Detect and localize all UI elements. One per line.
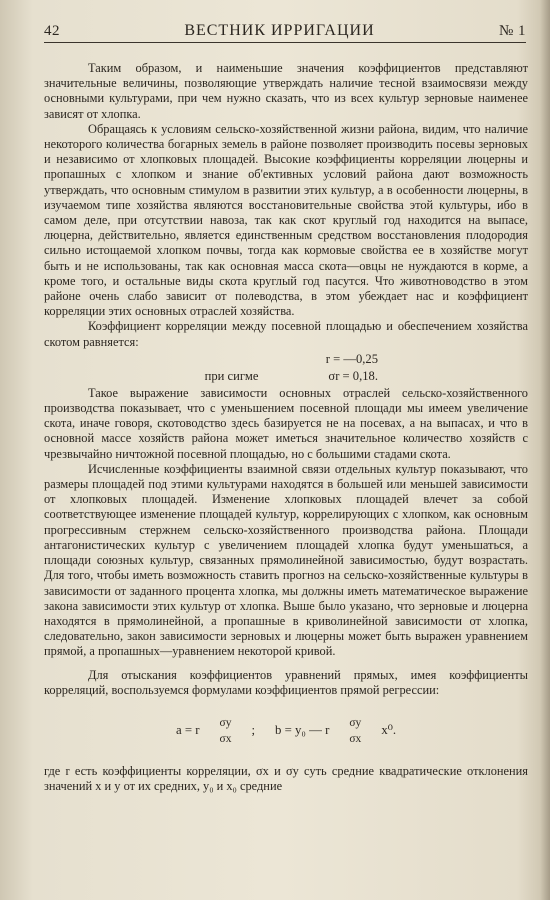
formula-label: при сигме: [204, 368, 259, 383]
page-header: [44, 22, 526, 43]
paragraph: Исчисленные коэффициенты взаимной связи отдельных культур показывают, что размеры площадей под этими культурами находятся в большей или меньшей зависимости от хлопковых площадей. Изменение хлопковых площадей влечет за собой соответствующее изменение площадей культур, коррелирующих с хлопком, как основным прогрессивным стержнем сельско-хозяйственного производства района. Площади антагонистических культур с увеличением площадей хлопка будут уменьшаться, а площади союзных культур, связанных прямолинейной зависимостью, будут возрастать. Для того, чтобы иметь возможность ставить прогноз на сельско-хозяйственные культуры в зависимости от заданного процента хлопка, мы должны иметь математическое выражение закона зависимости этих культур от хлопка. Выше было указано, что зерновые и люцерна находятся в прямолинейной, а пропашные в криволинейной зависимости от хлопка, следовательно, закон зависимости зерновых и люцерны может быть выражен уравнением прямой, а пропашных—уравнением некоторой кривой.: [44, 461, 528, 659]
sigma-y: σy: [349, 716, 362, 729]
formula-b-lhs: b = y₀ — r: [275, 723, 330, 738]
sigma-fraction: [220, 715, 232, 747]
sigma-x: σx: [349, 732, 362, 745]
article-body: [44, 61, 528, 794]
paragraph: Таким образом, и наименьшие значения коэффициентов представляют значительные величины, позволяющие утверждать наличие тесной взаимосвязи между основными культурами, при чем нужно сказать, что из всех культур зерновые наименее зависят от хлопка.: [44, 61, 528, 121]
x-zero: x⁰.: [381, 723, 397, 738]
regression-formulas: [44, 708, 528, 754]
sigma-fraction: [349, 715, 361, 747]
formula-separator: ;: [251, 723, 256, 738]
paragraph: Такое выражение зависимости основных отраслей сельско-хозяйственного производства показывает, что с уменьшением посевной площади мы имеем увеличение скота, иначе говоря, скотоводство здесь базируется не на посевах, а на выпасах, и что в основной массе хозяйств района может иметься значительное количество хозяйств с чрезвычайно ничтожной посевной площадью, но с большими стадами скота.: [44, 385, 528, 461]
formula-text: σr = 0,18.: [328, 368, 378, 383]
paragraph: Обращаясь к условиям сельско-хозяйственной жизни района, видим, что наличие некоторого количества богарных земель в районе позволяет производить посевы зерновых и независимо от хлопковых площадей. Высокие коэффициенты корреляции люцерны и пропашных с хлопком и знание об'ективных условий района дают возможность утверждать, что основным стимулом в развитии этих культур, а в особенности люцерны, в изучаемом типе хозяйства являются восстановительные свойства этой культуры, ибо в самом деле, при отсутствии навоза, так как скот круглый год находится на выпасе, люцерна, действительно, является единственным средством восстановления плодородия сильно истощаемой хлопком почвы, тогда как кормовые свойства ее в хозяйстве могут быть и не использованы, так как основная масса скота—овцы не нуждаются в корме, а кроме того, и остальные виды скота круглый год пасутся. Что животноводство в этом районе очень слабо зависит от полеводства, в этом убеждает нас и коэффициент корреляции этих основных отраслей хозяйства.: [44, 121, 528, 319]
page-number: 42: [44, 23, 60, 39]
sigma-formula: [44, 369, 528, 384]
sigma-x: σx: [219, 732, 232, 745]
paragraph: Коэффициент корреляции между посевной площадью и обеспечением хозяйства скотом равняется:: [44, 319, 528, 349]
formula-a-lhs: a = r: [175, 723, 200, 738]
journal-title: ВЕСТНИК ИРРИГАЦИИ: [184, 22, 375, 39]
correlation-formula: [44, 352, 528, 367]
paragraph: Для отыскания коэффициентов уравнений прямых, имея коэффициенты корреляций, воспользуемся формулами коэффициентов прямой регрессии:: [44, 667, 528, 697]
issue-number: № 1: [498, 23, 526, 39]
paragraph: где r есть коэффициенты корреляции, σx и σy суть средние квадратические отклонения значений x и y от их средних, y₀ и x₀ средние: [44, 763, 528, 794]
formula-text: r = —0,25: [325, 351, 378, 366]
page-edge-shadow: [540, 0, 550, 900]
sigma-y: σy: [219, 716, 232, 729]
